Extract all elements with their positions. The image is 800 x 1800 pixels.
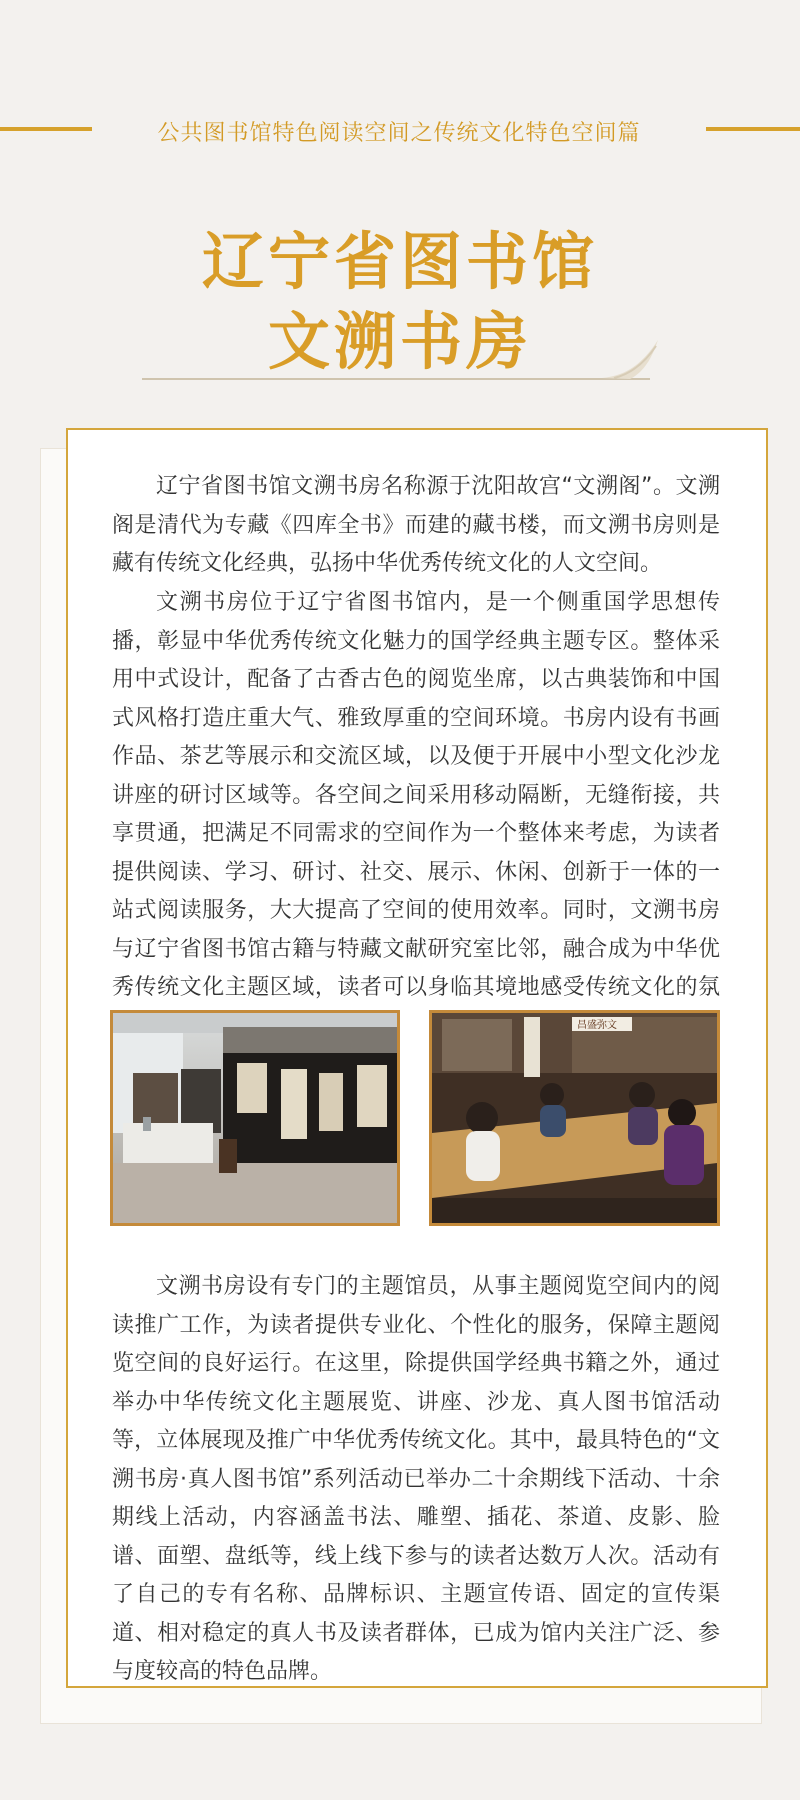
reading-room-photo: [110, 1010, 400, 1226]
photo-sign-text: 昌盛弥文: [577, 1020, 617, 1031]
title-underline: [142, 378, 650, 380]
subtitle-rule-right: [706, 127, 800, 131]
section-subtitle: 公共图书馆特色阅读空间之传统文化特色空间篇: [157, 121, 641, 146]
brush-flourish-icon: [600, 338, 662, 382]
subtitle-rule-left: [0, 127, 92, 131]
paragraph-space-description: 文溯书房位于辽宁省图书馆内，是一个侧重国学思想传播，彰显中华优秀传统文化魅力的国学经典主题专区。整体采用中式设计，配备了古香古色的阅览坐席，以古典装饰和中国式风格打造庄重大气、雅致厚重的空间环境。书房内设有书画作品、茶艺等展示和交流区域，以及便于开展中小型文化沙龙讲座的研讨区域等。各空间之间采用移动隔断，无缝衔接，共享贯通，把满足不同需求的空间作为一个整体来考虑，为读者提供阅读、学习、研讨、社交、展示、休闲、创新于一体的一站式阅读服务，大大提高了空间的使用效率。同时，文溯书房与辽宁省图书馆古籍与特藏文献研究室比邻，融合成为中华优秀传统文化主题区域，读者可以身临其境地感受传统文化的氛: [112, 590, 720, 1000]
page-title-line1: 辽宁省图书馆: [201, 225, 598, 298]
paragraph-activities: 文溯书房设有专门的主题馆员，从事主题阅览空间内的阅读推广工作，为读者提供专业化、个性化的服务，保障主题阅览空间的良好运行。在这里，除提供国学经典书籍之外，通过举办中华传统文化主题展览、讲座、沙龙、真人图书馆活动等，立体展现及推广中华优秀传统文化。其中，最具特色的“文溯书房·真人图书馆”系列活动已举办二十余期线下活动、十余期线上活动，内容涵盖书法、雕塑、插花、茶道、皮影、脸谱、面塑、盘纸等，线上线下参与的读者达数万人次。活动有了自己的专有名称、品牌标识、主题宣传语、固定的宣传渠道、相对稳定的真人书及读者群体，已成为馆内关注广泛、参与度较高的特色品牌。: [112, 1274, 720, 1684]
activity-photo: [429, 1010, 720, 1226]
paragraph-intro: 辽宁省图书馆文溯书房名称源于沈阳故宫“文溯阁”。文溯阁是清代为专藏《四库全书》而建的藏书楼，而文溯书房则是藏有传统文化经典，弘扬中华优秀传统文化的人文空间。: [112, 474, 720, 576]
page-title-line2: 文溯书房: [267, 305, 532, 378]
